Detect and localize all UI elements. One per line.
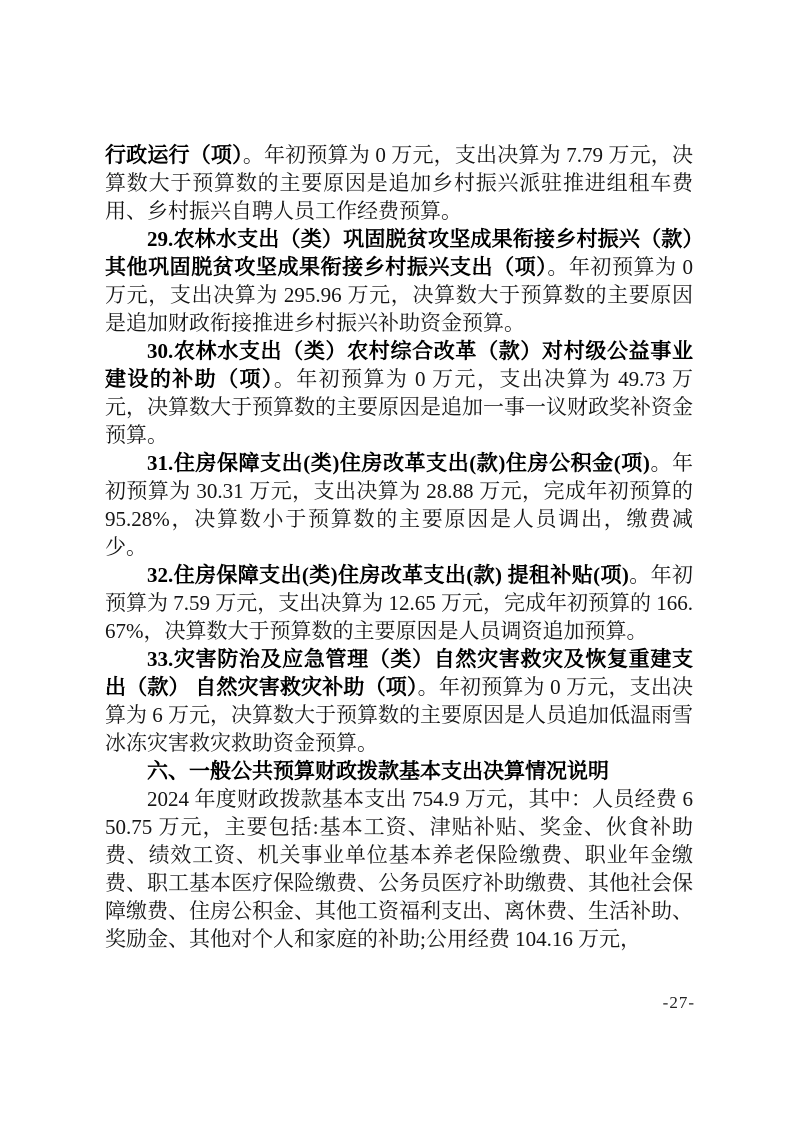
bold-text-segment: 30.农林水支出（类）农村综合改革（款）对村级公益事业建设的补助（项） (105, 339, 693, 391)
bold-text-segment: 六、一般公共预算财政拨款基本支出决算情况说明 (147, 759, 609, 783)
text-segment: 。年初预算为 30.31 万元，支出决算为 28.88 万元，完成年初预算的 95.28%，决算数小于预算数的主要原因是人员调出，缴费减少。 (105, 451, 694, 559)
para-item-33 (105, 645, 693, 757)
bold-text-segment: 33.灾害防治及应急管理（类）自然灾害救灾及恢复重建支出（款） 自然灾害救灾补助（项） (105, 647, 693, 699)
text-segment: 。年初预算为 7.59 万元，支出决算为 12.65 万元，完成年初预算的 166.67%，决算数大于预算数的主要原因是人员调资追加预算。 (105, 563, 694, 643)
document-body (105, 141, 693, 953)
bold-text-segment: 行政运行（项） (105, 143, 243, 167)
text-segment: 2024 年度财政拨款基本支出 754.9 万元，其中：人员经费 650.75 万元，主要包括:基本工资、津贴补贴、奖金、伙食补助费、绩效工资、机关事业单位基本养老保险缴费、职业年金缴费、职工基本医疗保险缴费、公务员医疗补助缴费、其他社会保障缴费、住房公积金、其他工资福利支出、离休费、生活补助、奖励金、其他对个人和家庭的补助;公用经费 104.16 万元， (105, 787, 693, 951)
para-basic-expenditure (105, 785, 693, 953)
text-segment: 。年初预算为 0 万元，支出决算为 6 万元，决算数大于预算数的主要原因是人员追加低温雨雪冰冻灾害救灾救助资金预算。 (105, 675, 694, 755)
text-segment: 。年初预算为 0 万元，支出决算为 49.73 万元，决算数大于预算数的主要原因是追加一事一议财政奖补资金预算。 (105, 367, 694, 447)
page-number: -27- (662, 993, 695, 1012)
text-segment: 。年初预算为 0 万元，支出决算为 295.96 万元，决算数大于预算数的主要原因是追加财政衔接推进乡村振兴补助资金预算。 (105, 255, 693, 335)
bold-text-segment: 31.住房保障支出(类)住房改革支出(款)住房公积金(项) (147, 451, 650, 475)
para-admin-operation (105, 141, 693, 225)
para-item-29 (105, 225, 693, 337)
para-item-31 (105, 449, 693, 561)
text-segment: 。年初预算为 0 万元，支出决算为 7.79 万元，决算数大于预算数的主要原因是追加乡村振兴派驻推进组租车费用、乡村振兴自聘人员工作经费预算。 (105, 143, 693, 223)
bold-text-segment: 29.农林水支出（类）巩固脱贫攻坚成果衔接乡村振兴（款）其他巩固脱贫攻坚成果衔接乡村振兴支出（项） (105, 227, 693, 279)
bold-text-segment: 32.住房保障支出(类)住房改革支出(款) 提租补贴(项) (147, 563, 629, 587)
heading-section-6 (105, 757, 693, 785)
para-item-32 (105, 561, 693, 645)
para-item-30 (105, 337, 693, 449)
